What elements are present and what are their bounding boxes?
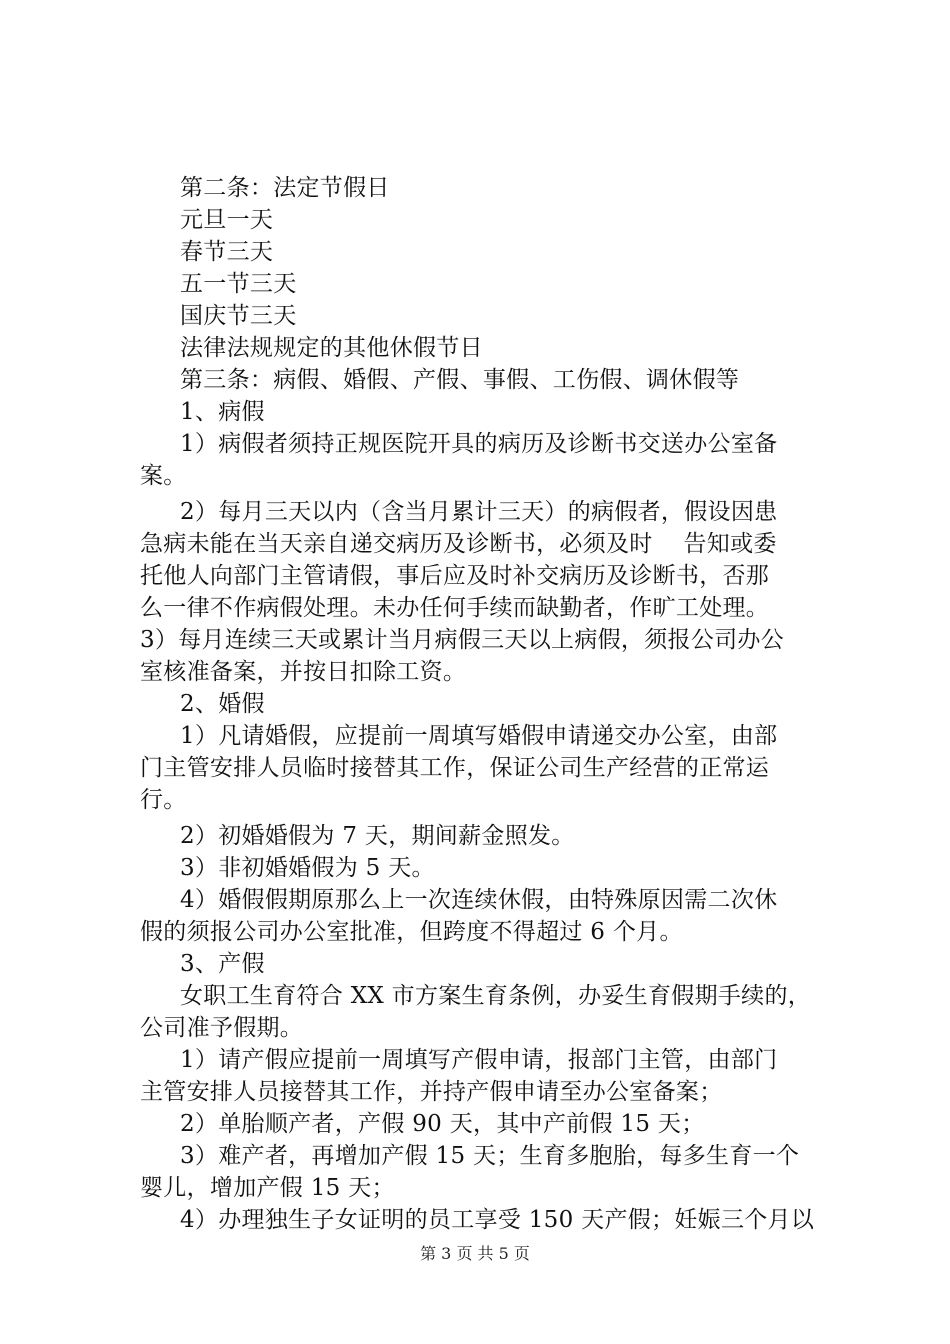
text-line: 2、婚假 [180, 691, 265, 717]
text-line: 2）初婚婚假为 7 天，期间薪金照发。 [180, 823, 575, 849]
page-footer: 第 3 页 共 5 页 [420, 1244, 530, 1263]
text-line: 3）每月连续三天或累计当月病假三天以上病假，须报公司办公 [140, 627, 785, 653]
text-line: 假的须报公司办公室批准，但跨度不得超过 6 个月。 [140, 919, 683, 945]
text-line: 女职工生育符合 XX 市方案生育条例，办妥生育假期手续的， [180, 983, 812, 1009]
text-line: 么一律不作病假处理。未办任何手续而缺勤者，作旷工处理。 [140, 595, 770, 621]
text-line: 急病未能在当天亲自递交病历及诊断书，必须及时 告知或委 [140, 531, 777, 557]
text-line: 行。 [140, 787, 187, 813]
text-line: 元旦一天 [180, 207, 274, 233]
text-line: 五一节三天 [180, 271, 297, 297]
text-line: 托他人向部门主管请假，事后应及时补交病历及诊断书，否那 [140, 563, 770, 589]
text-line: 1）请产假应提前一周填写产假申请，报部门主管，由部门 [180, 1047, 778, 1073]
text-line: 法律法规规定的其他休假节日 [180, 335, 483, 361]
text-line: 1）病假者须持正规医院开具的病历及诊断书交送办公室备 [180, 431, 778, 457]
text-line: 国庆节三天 [180, 303, 297, 329]
text-line: 3、产假 [180, 951, 265, 977]
text-line: 春节三天 [180, 239, 274, 265]
text-line: 4）婚假假期原那么上一次连续休假，由特殊原因需二次休 [180, 887, 778, 913]
text-line: 2）单胎顺产者，产假 90 天，其中产前假 15 天； [180, 1111, 705, 1137]
text-line: 3）难产者，再增加产假 15 天；生育多胞胎，每多生育一个 [180, 1143, 800, 1169]
text-line: 公司准予假期。 [140, 1015, 304, 1041]
text-line: 第三条：病假、婚假、产假、事假、工伤假、调休假等 [180, 367, 740, 393]
text-line: 婴儿，增加产假 15 天； [140, 1175, 395, 1201]
text-line: 1）凡请婚假，应提前一周填写婚假申请递交办公室，由部 [180, 723, 778, 749]
text-line: 室核准备案，并按日扣除工资。 [140, 659, 467, 685]
document-body [140, 172, 840, 1236]
text-line: 主管安排人员接替其工作，并持产假申请至办公室备案； [140, 1079, 723, 1105]
text-line: 1、病假 [180, 399, 265, 425]
text-line: 第二条：法定节假日 [180, 175, 390, 201]
text-line: 门主管安排人员临时接替其工作，保证公司生产经营的正常运 [140, 755, 770, 781]
text-line: 2）每月三天以内（含当月累计三天）的病假者，假设因患 [180, 499, 778, 525]
text-line: 3）非初婚婚假为 5 天。 [180, 855, 435, 881]
text-line: 4）办理独生子女证明的员工享受 150 天产假；妊娠三个月以 [180, 1207, 815, 1233]
text-line: 案。 [140, 463, 187, 489]
